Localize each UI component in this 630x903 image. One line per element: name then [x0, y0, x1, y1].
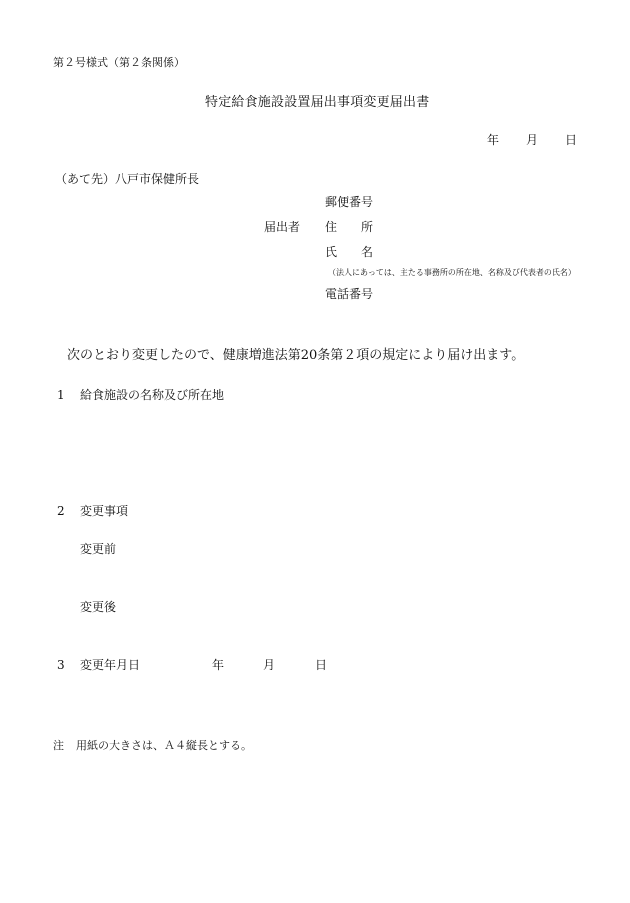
- change-before-label: 変更前: [80, 542, 117, 556]
- note-prefix: 注: [53, 739, 64, 752]
- section-2-label: 変更事項: [80, 504, 129, 518]
- note-text: 用紙の大きさは、Ａ４縦長とする。: [76, 739, 252, 752]
- change-date-month-label: 月: [263, 658, 276, 672]
- applicant-label: 届出者: [264, 220, 301, 234]
- form-number-label: 第２号様式（第２条関係）: [53, 56, 185, 69]
- section-2-number: 2: [57, 504, 65, 518]
- change-date-year-label: 年: [212, 658, 225, 672]
- document-title: 特定給食施設設置届出事項変更届出書: [205, 95, 430, 110]
- section-3-label: 変更年月日: [80, 658, 141, 672]
- corporate-note: （法人にあっては、主たる事務所の所在地、名称及び代表者の氏名）: [328, 268, 576, 277]
- date-day-label: 日: [565, 133, 578, 147]
- postal-code-label: 郵便番号: [325, 195, 374, 209]
- change-date-day-label: 日: [315, 658, 328, 672]
- date-year-label: 年: [487, 133, 500, 147]
- section-1-number: 1: [57, 388, 65, 402]
- section-3-number: 3: [57, 658, 65, 672]
- addressee: （あて先）八戸市保健所長: [55, 172, 200, 186]
- section-1-label: 給食施設の名称及び所在地: [80, 388, 225, 402]
- change-after-label: 変更後: [80, 600, 117, 614]
- statement-text: 次のとおり変更したので、健康増進法第20条第２項の規定により届け出ます。: [67, 348, 525, 363]
- date-month-label: 月: [526, 133, 539, 147]
- phone-label: 電話番号: [325, 287, 374, 301]
- name-label: 氏 名: [325, 245, 374, 259]
- address-label: 住 所: [325, 220, 374, 234]
